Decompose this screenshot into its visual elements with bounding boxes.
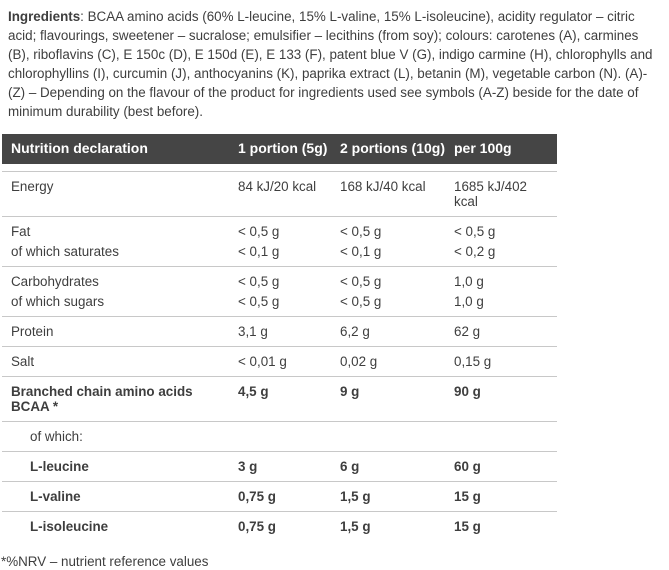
value-per100: 15 g [454,489,481,504]
value-portion1: 84 kJ/20 kcal [238,179,317,194]
value-main: < 0,5 g [340,274,382,289]
value-portion1 [238,422,340,451]
table-header-row [2,134,557,164]
table-row-protein [2,317,557,347]
row-label-sub: of which saturates [11,244,119,259]
value-portion2: 0,02 g [340,354,378,369]
row-label: Salt [11,354,35,369]
value-portion2 [340,217,454,266]
nrv-footnote: *%NRV – nutrient reference values [1,554,209,569]
value-per100: 62 g [454,324,481,339]
value-sub: < 0,2 g [454,244,496,259]
value-sub: < 0,5 g [238,294,280,309]
table-row-l-leucine [2,452,557,482]
row-label: Energy [11,179,54,194]
value-portion1: 0,75 g [238,489,276,504]
value-main: < 0,5 g [340,224,382,239]
row-label: Branched chain amino acids BCAA * [11,384,193,414]
row-label: L-valine [30,489,81,504]
ingredients-paragraph [8,7,663,121]
value-sub: < 0,5 g [340,294,382,309]
value-portion2 [340,267,454,316]
table-row-of-which [2,422,557,452]
table-row-l-isoleucine [2,512,557,541]
table-row-salt [2,347,557,377]
value-sub: < 0,1 g [340,244,382,259]
header-1-portion: 1 portion (5g) [238,140,328,156]
value-portion2: 1,5 g [340,519,371,534]
value-portion2: 6,2 g [340,324,370,339]
value-portion2: 168 kJ/40 kcal [340,179,426,194]
value-main: < 0,5 g [454,224,496,239]
row-label-main: Fat [11,224,31,239]
value-sub: 1,0 g [454,294,484,309]
value-per100: 1685 kJ/402 kcal [454,179,527,209]
table-row-l-valine [2,482,557,512]
row-label: of which: [30,429,83,444]
table-row-bcaa [2,377,557,422]
header-per-100g: per 100g [454,140,512,156]
value-portion2: 1,5 g [340,489,371,504]
value-main: < 0,5 g [238,224,280,239]
value-portion1 [238,217,340,266]
value-portion2: 6 g [340,459,360,474]
value-portion1 [238,267,340,316]
row-label-sub: of which sugars [11,294,105,309]
row-label-main: Carbohydrates [11,274,99,289]
row-label: L-isoleucine [30,519,109,534]
value-per100: 60 g [454,459,481,474]
value-portion1: 3,1 g [238,324,268,339]
value-portion2 [340,422,454,451]
header-nutrition-declaration: Nutrition declaration [11,140,148,156]
value-main: < 0,5 g [238,274,280,289]
nutrition-table [2,134,557,541]
row-label [2,217,238,266]
value-portion1: 4,5 g [238,384,269,399]
ingredients-text: : BCAA amino acids (60% L-leucine, 15% L-valine, 15% L-isoleucine), acidity regulator – citric acid; flavourings, sweetener – sucralose; emulsifier – lecithins (from soy); colours: carotenes (A), carmines (B), riboflavins (C), E 150c (D), E 150d (E), E 133 (F), patent blue V (G), indigo carmine (H), chlorophylls and chlorophyllins (I), curcumin (J), anthocyanins (K), paprika extract (L), betanin (M), vegetable carbon (N). (A)-(Z) – Depending on the flavour of the product for ingredients used see symbols (A-Z) beside for the date of minimum durability (best before). [8,9,653,119]
value-per100 [454,267,557,316]
value-per100: 15 g [454,519,481,534]
value-portion1: 0,75 g [238,519,276,534]
row-label: Protein [11,324,54,339]
ingredients-label: Ingredients [8,9,81,24]
value-portion2: 9 g [340,384,360,399]
header-2-portions: 2 portions (10g) [340,140,446,156]
row-label [2,267,238,316]
table-row-carbohydrates [2,267,557,317]
value-per100 [454,422,557,451]
value-sub: < 0,1 g [238,244,280,259]
value-per100: 0,15 g [454,354,492,369]
value-main: 1,0 g [454,274,484,289]
row-label: L-leucine [30,459,89,474]
table-row-fat [2,217,557,267]
value-portion1: 3 g [238,459,258,474]
value-portion1: < 0,01 g [238,354,287,369]
value-per100 [454,217,557,266]
table-row-energy [2,171,557,217]
value-per100: 90 g [454,384,481,399]
